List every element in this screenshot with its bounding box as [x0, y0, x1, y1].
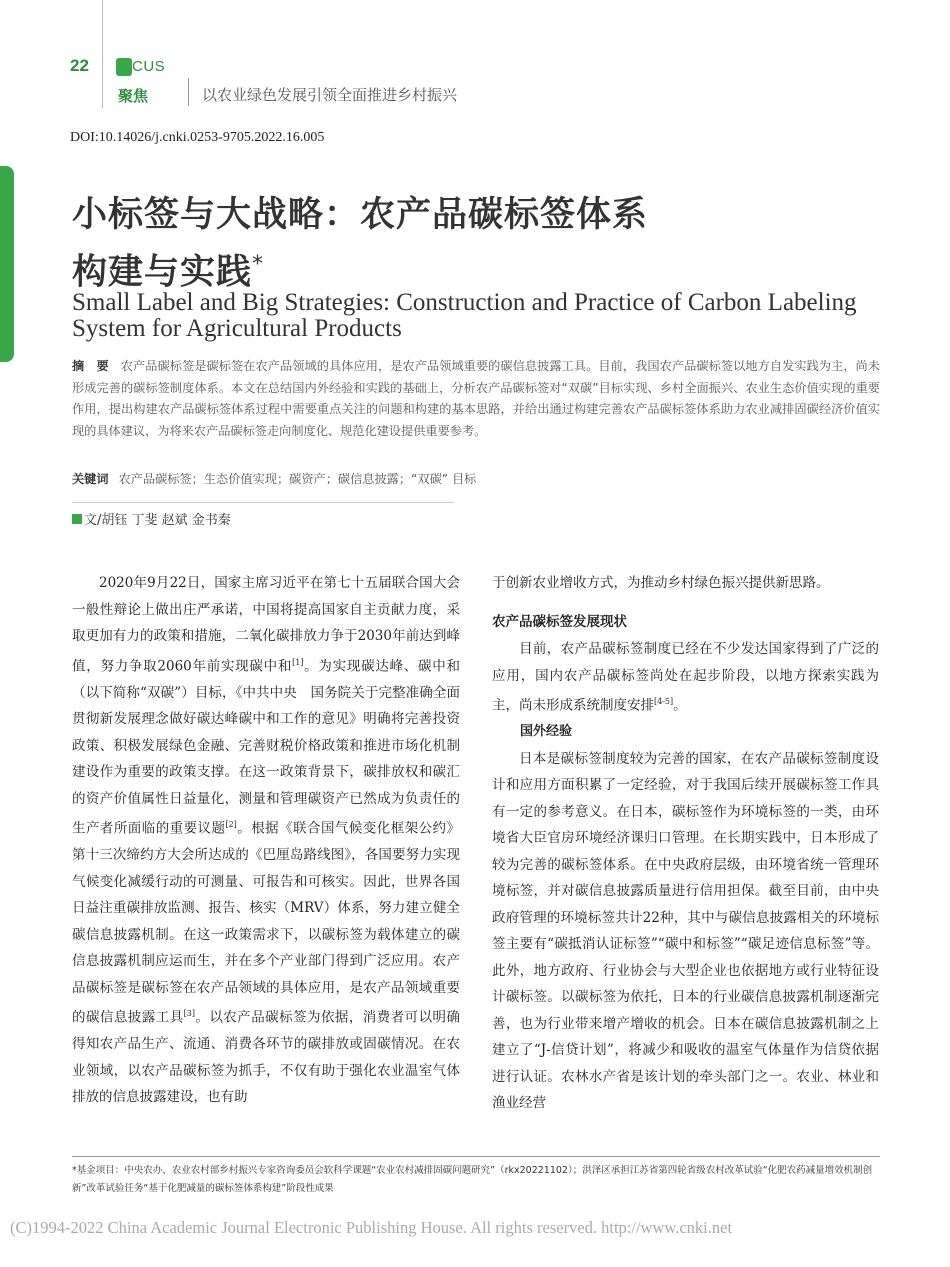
title-footnote-mark: * — [252, 252, 265, 277]
logo-cn: 聚焦 — [118, 87, 149, 105]
keywords-label: 关键词 — [72, 472, 109, 486]
header-divider — [102, 0, 103, 108]
keywords-text: 农产品碳标签；生态价值实现；碳资产；碳信息披露；“双碳” 目标 — [118, 472, 477, 486]
title-cn — [72, 190, 648, 298]
copyright-watermark: (C)1994-2022 China Academic Journal Electronic Publishing House. All rights reserved. http://www.cnki.net — [10, 1218, 733, 1237]
section-heading: 农产品碳标签发展现状 — [492, 613, 627, 630]
body-paragraph-continued: 于创新农业增收方式，为推动乡村绿色振兴提供新思路。 — [492, 575, 830, 591]
subsection-heading: 国外经验 — [520, 724, 573, 739]
keywords — [72, 470, 880, 487]
body-paragraph: 日本是碳标签制度较为完善的国家，在农产品碳标签制度设计和应用方面积累了一定经验，对于我国后续开展碳标签工作具有一定的参考意义。在日本，碳标签作为环境标签的一类，由环境省大臣官房环境经济课归口管理。在长期实践中，日本形成了较为完善的碳标签体系。在中央政府层级，由环境省统一管理环境标签，并对碳信息披露质量进行信用担保。截至目前，由中央政府管理的环境标签共计22种，其中与碳信息披露相关的环境标签主要有“碳抵消认证标签”“碳中和标签”“碳足迹信息标签”等。此外，地方政府、行业协会与大型企业也依据地方或行业特征设计碳标签。以碳标签为依托，日本的行业碳信息披露机制逐渐完善，也为行业带来增产增收的机会。日本在碳信息披露机制之上建立了“J-信贷计划”，将减少和吸收的温室气体量作为信贷依据进行认证。农林水产省是该计划的牵头部门之一。农业、林业和渔业经营 — [492, 750, 879, 1111]
square-bullet-icon — [72, 514, 82, 524]
abstract-text: 农产品碳标签是碳标签在农产品领域的具体应用，是农产品领域重要的碳信息披露工具。目前，我国农产品碳标签以地方自发实践为主，尚未形成完善的碳标签制度体系。本文在总结国内外经验和实践的基础上，分析农产品碳标签对“双碳”目标实现、乡村全面振兴、农业生态价值实现的重要作用，提出构建农产品碳标签体系过程中需要重点关注的问题和构建的基本思路，并给出通过构建完善农产品碳标签体系助力农业减排固碳经济价值实现的具体建议，为将来农产品碳标签走向制度化、规范化建设提供重要参考。 — [72, 359, 880, 438]
title-en — [72, 290, 892, 342]
body-paragraph: 2020年9月22日，国家主席习近平在第七十五届联合国大会一般性辩论上做出庄严承诺，中国将提高国家自主贡献力度，采取更加有力的政策和措施，二氧化碳排放力争于2030年前达到峰值，努力争取2060年前实现碳中和[1]。为实现碳达峰、碳中和（以下简称“双碳”）目标，《中共中央 国务院关于完整准确全面贯彻新发展理念做好碳达峰碳中和工作的意见》明确将完善投资政策、积极发展绿色金融、完善财税价格政策和推进市场化机制建设作为重要的政策支撑。在这一政策背景下，碳排放权和碳汇的资产价值属性日益量化，测量和管理碳资产已然成为负责任的生产者所面临的重要议题[2]。根据《联合国气候变化框架公约》第十三次缔约方大会所达成的《巴厘岛路线图》，各国要努力实现气候变化减缓行动的可测量、可报告和可核实。因此，世界各国日益注重碳排放监测、报告、核实（MRV）体系，努力建立健全碳信息披露机制。在这一政策需求下，以碳标签为载体建立的碳信息披露机制应运而生，并在多个产业部门得到广泛应用。农产品碳标签是碳标签在农产品领域的具体应用，是农产品领域重要的碳信息披露工具[3]。以农产品碳标签为依据，消费者可以明确得知农产品生产、流通、消费各环节的碳排放或固碳情况。在农业领域，以农产品碳标签为抓手，不仅有助于强化农业温室气体排放的信息披露建设，也有助 — [72, 575, 461, 1105]
abstract-label: 摘 要 — [72, 359, 113, 373]
authors — [72, 509, 231, 528]
citation-3: [3] — [183, 1009, 195, 1018]
citation-2: [2] — [225, 820, 237, 829]
title-cn-line1: 小标签与大战略：农产品碳标签体系 — [72, 195, 649, 235]
focus-logo — [116, 56, 165, 76]
logo-text: CUS — [132, 58, 166, 75]
page-number: 22 — [70, 56, 89, 75]
footnote-divider — [72, 1156, 880, 1157]
right-column — [492, 570, 879, 1117]
footnote: *基金项目：中央农办、农业农村部乡村振兴专家咨询委员会软科学课题“农业农村减排固碳问题研究”（rkx20221102）；洪泽区承担江苏省第四轮省级农村改革试验“化肥农药减量增效机制创新”改革试验任务“基于化肥减量的碳标签体系构建”阶段性成果 — [72, 1165, 873, 1194]
header-separator — [188, 78, 189, 106]
title-en-line1: Small Label and Big Strategies: Construction and Practice of Carbon Labeling — [72, 289, 857, 316]
side-tab — [0, 166, 14, 362]
section-title: 以农业绿色发展引领全面推进乡村振兴 — [202, 86, 458, 104]
authors-text: 文/胡钰 丁斐 赵斌 金书秦 — [84, 513, 231, 528]
citation-1: [1] — [292, 657, 304, 667]
title-en-line2: System for Agricultural Products — [72, 315, 402, 342]
logo-mark-icon — [116, 58, 132, 76]
doi: DOI:10.14026/j.cnki.0253-9705.2022.16.005 — [70, 130, 325, 145]
citation-4-5: [4-5] — [654, 697, 674, 706]
body-paragraph: 目前，农产品碳标签制度已经在不少发达国家得到了广泛的应用，国内农产品碳标签尚处在起步阶段，以地方探索实践为主，尚未形成系统制度安排[4-5]。 — [492, 641, 879, 714]
title-cn-line2: 构建与实践 — [72, 252, 253, 293]
authors-divider — [72, 502, 454, 503]
abstract — [72, 356, 880, 442]
left-column — [72, 570, 460, 1111]
